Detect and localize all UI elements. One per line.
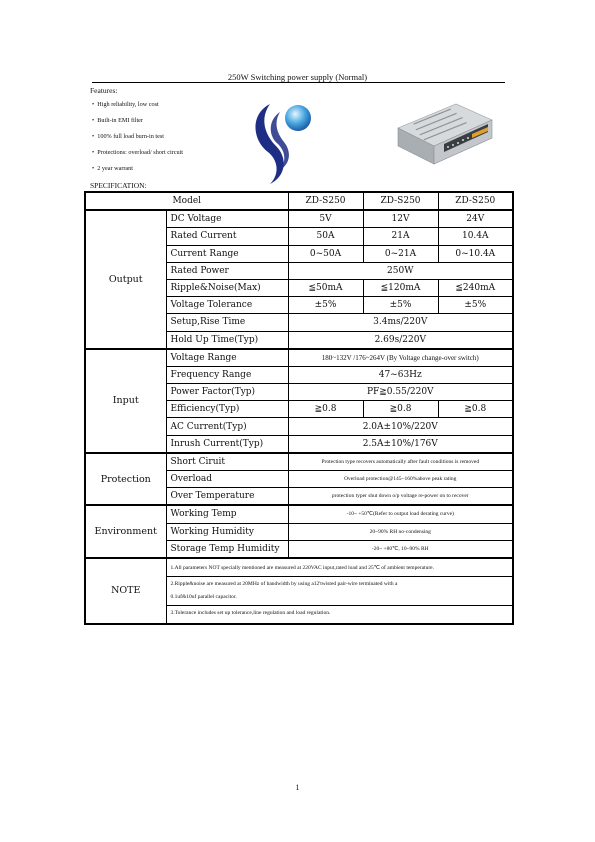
cell: 0~50A [288,245,363,262]
cell: -20~ +80℃, 10~90% RH [288,540,513,558]
header-model: Model [85,192,288,210]
param-label: DC Voltage [166,210,288,228]
note-line: 0.1uf&10uf parallel capacitor. [170,593,237,600]
note-line: 1.All parameters NOT specially mentioned are measured at 220VAC input,rated load and 25℃ of ambient temperature. [170,564,434,571]
company-logo [250,100,320,186]
param-label: Rated Power [166,262,288,279]
param-label: Working Humidity [166,523,288,540]
cell: 2.5A±10%/176V [288,435,513,453]
cell: -10~ +50℃(Refer to output load derating curve) [288,505,513,523]
param-label: Overload [166,471,288,488]
cell: 12V [363,210,438,228]
cell: ≧0.8 [438,401,513,418]
cell: ±5% [438,297,513,314]
feature-item: • 100% full load burn-in test [92,133,164,140]
bullet: • [92,165,95,172]
cell: 0~10.4A [438,245,513,262]
cell: ±5% [288,297,363,314]
param-label: Short Ciruit [166,453,288,471]
table-row [85,210,513,228]
bullet: • [92,101,95,108]
group-output: Output [85,210,166,349]
cell: 0~21A [363,245,438,262]
param-label: Inrush Current(Typ) [166,435,288,453]
cell: 180~132V /176~264V (By Voltage change-over switch) [288,349,513,367]
cell: protection typer shut down o/p voltage re-power on to recover [288,488,513,506]
cell: ≧0.8 [288,401,363,418]
group-environment: Environment [85,505,166,558]
param-label: Voltage Tolerance [166,297,288,314]
param-label: Storage Temp Humidity [166,540,288,558]
param-label: Voltage Range [166,349,288,367]
cell: PF≧0.55/220V [288,384,513,401]
group-note: NOTE [85,558,166,624]
table-row [85,558,513,624]
cell: 3.4ms/220V [288,314,513,331]
feature-item: • Protections: overload/ short circuit [92,149,184,156]
cell: ≦120mA [363,279,438,296]
param-label: Hold Up Time(Typ) [166,331,288,349]
param-label: Working Temp [166,505,288,523]
group-input: Input [85,349,166,453]
header-model-col: ZD-S250 [288,192,363,210]
note-line: 3.Tolerance includes set up tolerance,line regulation and load regulation. [167,605,513,621]
title-divider [92,82,505,83]
table-row [85,349,513,367]
cell: 2.69s/220V [288,331,513,349]
cell: 10.4A [438,228,513,245]
feature-item: • High reliability, low cost [92,101,159,108]
cell: Protection type recovers automatically after fault conditions is removed [288,453,513,471]
cell: ≦50mA [288,279,363,296]
param-label: Frequency Range [166,366,288,383]
param-label: Setup,Rise Time [166,314,288,331]
param-label: Rated Current [166,228,288,245]
bullet: • [92,133,95,140]
features-heading: Features: [90,86,118,95]
param-label: AC Current(Typ) [166,418,288,435]
note-cell [166,558,513,624]
cell: 20~90% RH no-condensing [288,523,513,540]
header-model-col: ZD-S250 [438,192,513,210]
param-label: Current Range [166,245,288,262]
cell: Overload protection@145~160%above peak rating [288,471,513,488]
cell: 2.0A±10%/220V [288,418,513,435]
cell: 50A [288,228,363,245]
header-model-col: ZD-S250 [363,192,438,210]
cell: 47~63Hz [288,366,513,383]
document-title: 250W Switching power supply (Normal) [227,72,368,82]
param-label: Efficiency(Typ) [166,401,288,418]
cell: 250W [288,262,513,279]
param-label: Power Factor(Typ) [166,384,288,401]
feature-item: • 2 year warrant [92,165,133,172]
param-label: Over Temperature [166,488,288,506]
note-line: 2.Ripple&noise are measured at 20MHz of bandwidth by using a12'twisted pair-wire terminated with a [167,576,513,589]
specification-heading: SPECIFICATION: [90,181,147,190]
cell: 21A [363,228,438,245]
page-number: 1 [295,783,300,792]
cell: ≧0.8 [363,401,438,418]
feature-item: • Built-in EMI filter [92,117,143,124]
cell: 5V [288,210,363,228]
cell: ≦240mA [438,279,513,296]
bullet: • [92,149,95,156]
specification-table [84,191,514,625]
cell: 24V [438,210,513,228]
table-header-row [85,192,513,210]
product-image [392,98,496,168]
table-row [85,453,513,471]
group-protection: Protection [85,453,166,506]
cell: ±5% [363,297,438,314]
table-row [85,505,513,523]
param-label: Ripple&Noise(Max) [166,279,288,296]
bullet: • [92,117,95,124]
